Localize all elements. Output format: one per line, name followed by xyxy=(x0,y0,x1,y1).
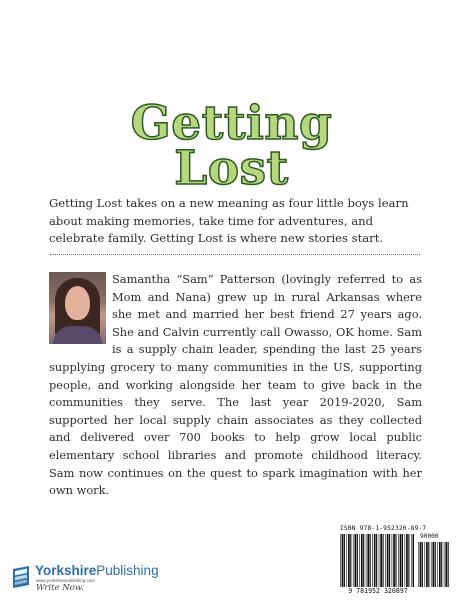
barcode-addon-bars xyxy=(418,542,450,587)
publisher-name xyxy=(35,563,159,578)
author-bio xyxy=(49,271,422,500)
book-blurb: Getting Lost takes on a new meaning as four little boys learn about making memories, take time for adventures, and celebrate family. Getting Lost is where new stories start. xyxy=(49,196,409,245)
publisher-logo xyxy=(12,563,192,593)
isbn-label: ISBN 978-1-952320-89-7 xyxy=(340,525,427,532)
publisher-tagline: Write Now. xyxy=(36,583,84,593)
author-bio-text: Samantha “Sam” Patterson (lovingly referred to as Mom and Nana) grew up in rural Arkansas where she met and married her best friend 27 years ago. She and Calvin currently call Owasso, OK home. Sam is a supply chain leader, spending the last 25 years supplying grocery to many communities in the US, supporting people, and working alongside her team to give back in the communities they serve. The last year 2019-2020, Sam supported her local supply chain associates as they collected and delivered over 700 books to help grow local public elementary school libraries and promote childhood literacy. Sam now continues on the quest to spark imagination with her own work. xyxy=(49,272,422,498)
barcode-main-bars xyxy=(340,534,414,587)
publisher-name-light: Publishing xyxy=(96,563,159,578)
publisher-website: www.yorkshirepublishing.com xyxy=(36,578,96,583)
dotted-divider xyxy=(50,254,420,255)
barcode-addon-digits: 90000 xyxy=(420,533,439,540)
isbn-barcode xyxy=(340,525,450,595)
publisher-name-bold: Yorkshire xyxy=(35,563,97,578)
barcode-ean-digits: 9 781952 320897 xyxy=(348,587,408,595)
book-title-line-1: Getting xyxy=(130,96,333,151)
book-title-line-2: Lost xyxy=(174,141,289,196)
yorkshire-flag-logo-icon xyxy=(12,565,32,589)
